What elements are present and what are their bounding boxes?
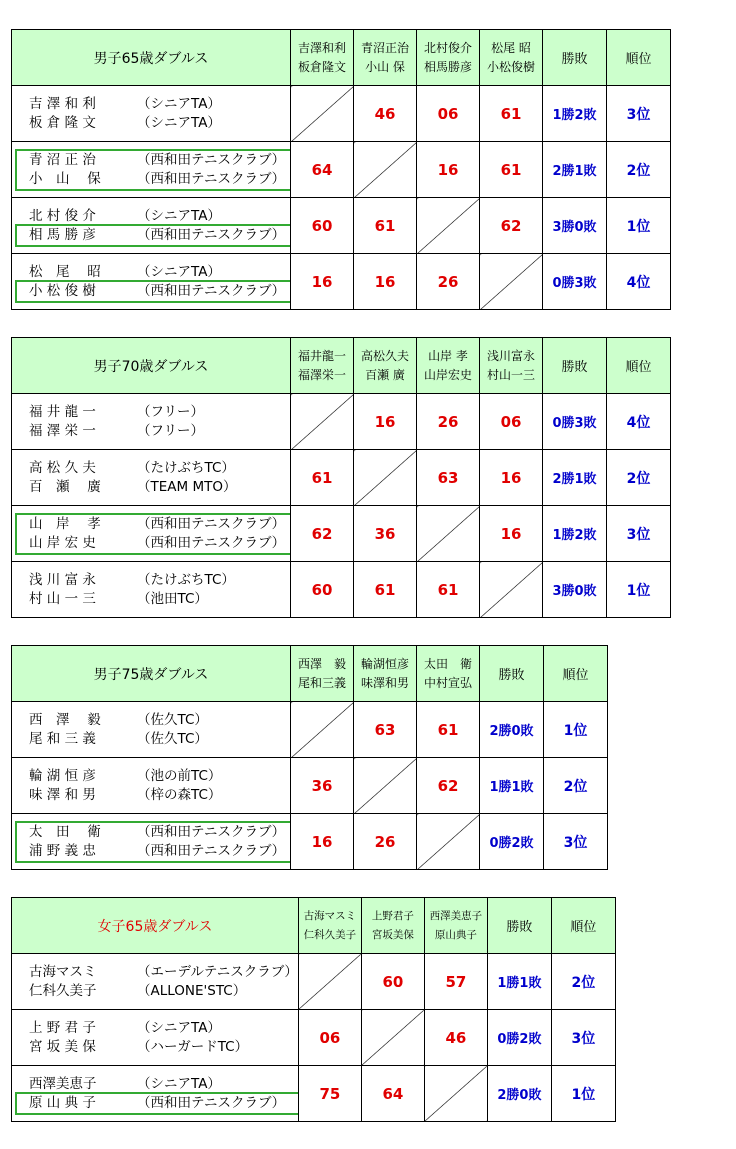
opponent-name: 北村俊介: [423, 40, 472, 55]
opponent-name: 山岸宏史: [423, 367, 472, 382]
opponent-name: 仁科久美子: [303, 928, 357, 941]
team-row: [12, 814, 608, 870]
self-match-cell: [424, 1066, 487, 1122]
player-line: [29, 786, 290, 805]
team-row: [12, 506, 671, 562]
player-line: [29, 226, 290, 245]
self-match-cell: [354, 142, 417, 198]
win-loss-cell: 1勝2敗: [543, 86, 607, 142]
player-name: 相 馬 勝 彦: [29, 226, 96, 243]
player-club: （フリー）: [137, 422, 204, 439]
win-loss-cell: 3勝0敗: [543, 562, 607, 618]
player-name: 吉 澤 和 利: [29, 95, 96, 112]
score-cell: 60: [361, 954, 424, 1010]
win-loss-header: 勝敗: [543, 338, 607, 394]
score-cell: 26: [417, 254, 480, 310]
player-club: （西和田テニスクラブ）: [137, 515, 286, 532]
rank-cell: 3位: [607, 86, 671, 142]
win-loss-cell: 2勝0敗: [487, 1066, 551, 1122]
self-match-cell: [361, 1010, 424, 1066]
self-match-cell: [480, 562, 543, 618]
player-line: [29, 711, 290, 730]
player-line: [29, 1019, 298, 1038]
score-cell: 26: [354, 814, 417, 870]
player-name: 古海マスミ: [29, 963, 97, 980]
player-club: （佐久TC）: [137, 711, 208, 728]
self-match-cell: [291, 86, 354, 142]
opponent-name: 板倉隆文: [297, 59, 346, 74]
team-cell: [12, 254, 291, 310]
opponent-name: 相馬勝彦: [423, 59, 472, 74]
rank-cell: 1位: [551, 1066, 615, 1122]
player-line: [29, 534, 290, 553]
player-line: [29, 1038, 298, 1057]
player-club: （シニアTA）: [137, 1075, 221, 1092]
player-club: （エーデルテニスクラブ）: [137, 963, 298, 980]
opponent-name: 中村宣弘: [423, 675, 472, 690]
self-match-cell: [417, 814, 480, 870]
opponent-header: [361, 898, 424, 954]
rank-cell: 4位: [607, 394, 671, 450]
opponent-header: [480, 338, 543, 394]
player-line: [29, 282, 290, 301]
opponent-header: [354, 338, 417, 394]
player-line: [29, 478, 290, 497]
score-cell: 06: [480, 394, 543, 450]
player-club: （池田TC）: [137, 590, 208, 607]
opponent-name: 西澤 毅: [297, 656, 346, 671]
player-name: 太 田 衛: [29, 823, 101, 840]
score-cell: 61: [417, 702, 480, 758]
player-line: [29, 842, 290, 861]
opponent-name: 輪湖恒彦: [360, 656, 409, 671]
opponent-name: 山岸 孝: [428, 348, 468, 363]
opponent-name: 小松俊樹: [486, 59, 535, 74]
team-row: [12, 450, 671, 506]
score-cell: 61: [354, 198, 417, 254]
player-name: 山 岸 孝: [29, 515, 101, 532]
player-line: [29, 963, 298, 982]
self-match-cell: [480, 254, 543, 310]
table-title: 男子75歳ダブルス: [12, 646, 291, 702]
team-row: [12, 702, 608, 758]
rank-header: 順位: [607, 338, 671, 394]
team-row: [12, 562, 671, 618]
opponent-header: [417, 338, 480, 394]
player-club: （西和田テニスクラブ）: [137, 151, 286, 168]
player-line: [29, 170, 290, 189]
score-cell: 62: [480, 198, 543, 254]
rank-cell: 3位: [544, 814, 608, 870]
table-title: 男子65歳ダブルス: [12, 30, 291, 86]
win-loss-header: 勝敗: [543, 30, 607, 86]
rank-cell: 2位: [544, 758, 608, 814]
results-table-4: [11, 897, 616, 1122]
header-row: [12, 338, 671, 394]
self-match-cell: [354, 450, 417, 506]
score-cell: 62: [291, 506, 354, 562]
score-cell: 16: [417, 142, 480, 198]
rank-cell: 2位: [551, 954, 615, 1010]
player-line: [29, 823, 290, 842]
team-cell: [12, 394, 291, 450]
opponent-name: 宮坂美保: [371, 928, 414, 941]
team-cell: [12, 198, 291, 254]
score-cell: 61: [480, 86, 543, 142]
team-row: [12, 142, 671, 198]
player-club: （シニアTA）: [137, 114, 221, 131]
player-name: 小 松 俊 樹: [29, 282, 96, 299]
score-cell: 16: [480, 450, 543, 506]
win-loss-cell: 2勝1敗: [543, 142, 607, 198]
table-title: 男子70歳ダブルス: [12, 338, 291, 394]
header-row: [12, 898, 616, 954]
player-club: （池の前TC）: [137, 767, 222, 784]
rank-cell: 4位: [607, 254, 671, 310]
score-cell: 46: [424, 1010, 487, 1066]
rank-cell: 3位: [551, 1010, 615, 1066]
win-loss-cell: 2勝1敗: [543, 450, 607, 506]
team-row: [12, 198, 671, 254]
score-cell: 06: [417, 86, 480, 142]
self-match-cell: [291, 702, 354, 758]
player-name: 西澤美恵子: [29, 1075, 97, 1092]
opponent-header: [291, 338, 354, 394]
player-club: （たけぶちTC）: [137, 571, 235, 588]
player-line: [29, 403, 290, 422]
player-name: 味 澤 和 男: [29, 786, 96, 803]
opponent-name: 小山 保: [365, 59, 405, 74]
win-loss-cell: 0勝2敗: [487, 1010, 551, 1066]
player-name: 村 山 一 三: [29, 590, 96, 607]
score-cell: 63: [354, 702, 417, 758]
player-line: [29, 422, 290, 441]
opponent-header: [417, 30, 480, 86]
self-match-cell: [291, 394, 354, 450]
opponent-name: 西澤美恵子: [429, 909, 483, 922]
table-title: 女子65歳ダブルス: [12, 898, 299, 954]
player-name: 浦 野 義 忠: [29, 842, 96, 859]
results-table-1: [11, 29, 671, 310]
team-row: [12, 86, 671, 142]
rank-cell: 1位: [607, 562, 671, 618]
win-loss-cell: 0勝2敗: [480, 814, 544, 870]
team-row: [12, 954, 616, 1010]
win-loss-header: 勝敗: [487, 898, 551, 954]
player-line: [29, 95, 290, 114]
player-name: 輪 湖 恒 彦: [29, 767, 96, 784]
player-line: [29, 1094, 298, 1113]
team-cell: [12, 86, 291, 142]
player-line: [29, 515, 290, 534]
player-name: 仁科久美子: [29, 982, 97, 999]
team-cell: [12, 450, 291, 506]
score-cell: 16: [291, 254, 354, 310]
opponent-name: 福井龍一: [297, 348, 346, 363]
win-loss-cell: 2勝0敗: [480, 702, 544, 758]
score-cell: 16: [354, 394, 417, 450]
rank-cell: 2位: [607, 142, 671, 198]
player-name: 山 岸 宏 史: [29, 534, 96, 551]
team-cell: [12, 1066, 299, 1122]
player-club: （シニアTA）: [137, 95, 221, 112]
score-cell: 61: [417, 562, 480, 618]
team-row: [12, 1066, 616, 1122]
rank-cell: 1位: [607, 198, 671, 254]
score-cell: 60: [291, 562, 354, 618]
player-line: [29, 982, 298, 1001]
score-cell: 16: [291, 814, 354, 870]
player-name: 宮 坂 美 保: [29, 1038, 96, 1055]
score-cell: 61: [291, 450, 354, 506]
win-loss-cell: 1勝1敗: [487, 954, 551, 1010]
win-loss-cell: 0勝3敗: [543, 254, 607, 310]
opponent-name: 村山一三: [486, 367, 535, 382]
score-cell: 16: [354, 254, 417, 310]
player-name: 青 沼 正 治: [29, 151, 96, 168]
player-name: 高 松 久 夫: [29, 459, 96, 476]
player-club: （西和田テニスクラブ）: [137, 823, 286, 840]
player-club: （シニアTA）: [137, 1019, 221, 1036]
score-cell: 26: [417, 394, 480, 450]
opponent-header: [354, 30, 417, 86]
score-cell: 64: [361, 1066, 424, 1122]
team-cell: [12, 1010, 299, 1066]
player-club: （西和田テニスクラブ）: [137, 282, 286, 299]
win-loss-cell: 0勝3敗: [543, 394, 607, 450]
opponent-header: [354, 646, 417, 702]
team-cell: [12, 758, 291, 814]
player-line: [29, 767, 290, 786]
team-cell: [12, 702, 291, 758]
rank-cell: 1位: [544, 702, 608, 758]
opponent-name: 上野君子: [371, 909, 414, 922]
win-loss-cell: 1勝1敗: [480, 758, 544, 814]
results-table-3: [11, 645, 608, 870]
player-name: 小 山 保: [29, 170, 101, 187]
opponent-name: 古海マスミ: [303, 909, 357, 922]
player-name: 上 野 君 子: [29, 1019, 96, 1036]
header-row: [12, 646, 608, 702]
score-cell: 36: [291, 758, 354, 814]
self-match-cell: [417, 506, 480, 562]
player-club: （ALLONE'STC）: [137, 982, 247, 999]
score-cell: 75: [298, 1066, 361, 1122]
player-name: 百 瀬 廣: [29, 478, 101, 495]
opponent-name: 福澤栄一: [297, 367, 346, 382]
rank-header: 順位: [551, 898, 615, 954]
team-row: [12, 254, 671, 310]
player-name: 福 澤 栄 一: [29, 422, 96, 439]
score-cell: 62: [417, 758, 480, 814]
score-cell: 06: [298, 1010, 361, 1066]
player-line: [29, 151, 290, 170]
player-name: 北 村 俊 介: [29, 207, 96, 224]
player-club: （佐久TC）: [137, 730, 208, 747]
rank-header: 順位: [544, 646, 608, 702]
self-match-cell: [417, 198, 480, 254]
opponent-name: 浅川富永: [486, 348, 535, 363]
opponent-name: 百瀬 廣: [365, 367, 405, 382]
player-name: 浅 川 富 永: [29, 571, 96, 588]
player-line: [29, 114, 290, 133]
player-name: 福 井 龍 一: [29, 403, 96, 420]
team-cell: [12, 562, 291, 618]
player-club: （西和田テニスクラブ）: [137, 226, 286, 243]
team-cell: [12, 954, 299, 1010]
score-cell: 57: [424, 954, 487, 1010]
player-club: （西和田テニスクラブ）: [137, 534, 286, 551]
team-cell: [12, 814, 291, 870]
opponent-header: [291, 30, 354, 86]
score-cell: 36: [354, 506, 417, 562]
win-loss-cell: 1勝2敗: [543, 506, 607, 562]
opponent-header: [417, 646, 480, 702]
score-cell: 61: [480, 142, 543, 198]
player-line: [29, 571, 290, 590]
team-cell: [12, 506, 291, 562]
score-cell: 46: [354, 86, 417, 142]
player-club: （西和田テニスクラブ）: [137, 1094, 286, 1111]
player-club: （たけぶちTC）: [137, 459, 235, 476]
player-name: 板 倉 隆 文: [29, 114, 96, 131]
player-line: [29, 459, 290, 478]
player-name: 松 尾 昭: [29, 263, 101, 280]
opponent-header: [424, 898, 487, 954]
self-match-cell: [354, 758, 417, 814]
player-club: （フリー）: [137, 403, 204, 420]
player-club: （西和田テニスクラブ）: [137, 842, 286, 859]
opponent-name: 吉澤和利: [297, 40, 346, 55]
player-club: （シニアTA）: [137, 207, 221, 224]
player-name: 西 澤 毅: [29, 711, 101, 728]
score-cell: 63: [417, 450, 480, 506]
opponent-name: 味澤和男: [360, 675, 409, 690]
header-row: [12, 30, 671, 86]
opponent-header: [480, 30, 543, 86]
win-loss-header: 勝敗: [480, 646, 544, 702]
player-name: 原 山 典 子: [29, 1094, 96, 1111]
opponent-name: 尾和三義: [297, 675, 346, 690]
score-cell: 60: [291, 198, 354, 254]
opponent-name: 原山典子: [434, 928, 477, 941]
rank-cell: 3位: [607, 506, 671, 562]
player-club: （ハーガードTC）: [137, 1038, 249, 1055]
win-loss-cell: 3勝0敗: [543, 198, 607, 254]
opponent-name: 高松久夫: [360, 348, 409, 363]
opponent-header: [291, 646, 354, 702]
results-table-2: [11, 337, 671, 618]
player-line: [29, 730, 290, 749]
rank-header: 順位: [607, 30, 671, 86]
opponent-name: 太田 衛: [423, 656, 472, 671]
player-name: 尾 和 三 義: [29, 730, 96, 747]
team-cell: [12, 142, 291, 198]
rank-cell: 2位: [607, 450, 671, 506]
score-cell: 64: [291, 142, 354, 198]
score-cell: 61: [354, 562, 417, 618]
team-row: [12, 758, 608, 814]
team-row: [12, 1010, 616, 1066]
player-line: [29, 590, 290, 609]
opponent-name: 松尾 昭: [491, 40, 531, 55]
player-club: （シニアTA）: [137, 263, 221, 280]
self-match-cell: [298, 954, 361, 1010]
team-row: [12, 394, 671, 450]
player-club: （西和田テニスクラブ）: [137, 170, 286, 187]
opponent-name: 青沼正治: [360, 40, 409, 55]
opponent-header: [298, 898, 361, 954]
player-club: （梓の森TC）: [137, 786, 222, 803]
score-cell: 16: [480, 506, 543, 562]
player-club: （TEAM MTO）: [137, 478, 237, 495]
